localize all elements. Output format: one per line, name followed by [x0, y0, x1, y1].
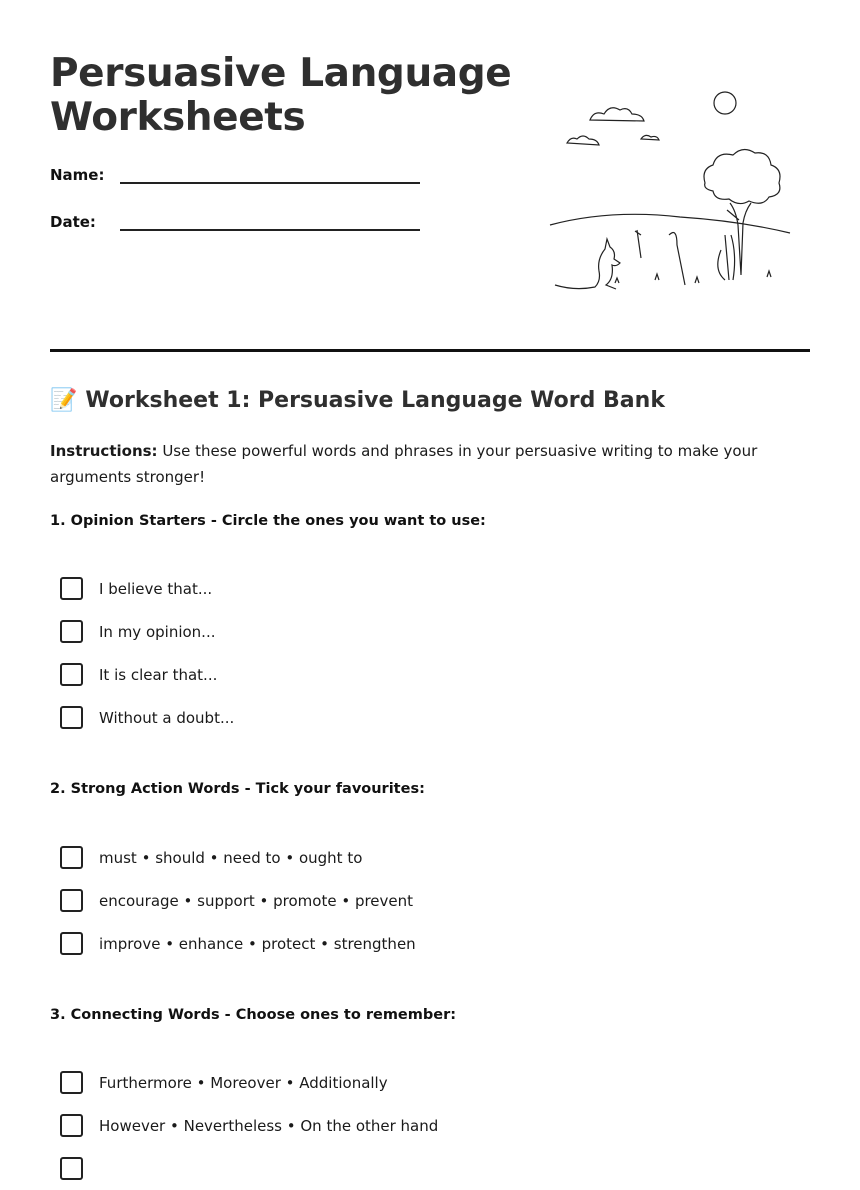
date-field	[50, 213, 420, 231]
checkbox[interactable]	[60, 620, 83, 643]
list-item	[60, 610, 234, 653]
kangaroo-icon	[555, 239, 620, 289]
cloud-icon-small	[567, 136, 599, 145]
checkbox[interactable]	[60, 706, 83, 729]
page-title-line2: Worksheets	[50, 95, 306, 140]
date-input-line[interactable]	[120, 217, 420, 231]
list-item	[60, 1104, 438, 1147]
tree-trunk	[727, 203, 751, 275]
checkbox[interactable]	[60, 889, 83, 912]
action-words-list	[60, 836, 416, 965]
cloud-icon	[590, 108, 644, 121]
worksheet-title	[50, 388, 665, 413]
date-label: Date:	[50, 213, 96, 231]
memo-icon: 📝	[50, 388, 78, 413]
hill-line	[550, 214, 790, 233]
section-heading-action-words: 2. Strong Action Words - Tick your favourites:	[50, 781, 425, 797]
checkbox[interactable]	[60, 846, 83, 869]
list-item	[60, 567, 234, 610]
outback-landscape-illustration	[545, 85, 795, 300]
list-item	[60, 836, 416, 879]
list-item-label: Without a doubt...	[99, 708, 235, 727]
list-item-label: In my opinion...	[99, 622, 216, 641]
sun-icon	[714, 92, 736, 114]
connecting-words-list	[60, 1061, 438, 1190]
list-item	[60, 922, 416, 965]
tree-canopy	[704, 149, 780, 203]
list-item-label: must • should • need to • ought to	[99, 848, 363, 867]
name-label: Name:	[50, 166, 105, 184]
checkbox[interactable]	[60, 577, 83, 600]
list-item	[60, 1147, 438, 1190]
section-divider	[50, 349, 810, 352]
checkbox[interactable]	[60, 1114, 83, 1137]
reed-icon-1	[635, 230, 641, 258]
grass-tufts	[615, 271, 771, 283]
list-item	[60, 653, 234, 696]
list-item-label: However • Nevertheless • On the other hand	[99, 1116, 439, 1135]
opinion-starters-list	[60, 567, 234, 739]
page-title	[50, 52, 511, 140]
cloud-icon-tiny	[641, 135, 659, 140]
section-heading-connecting-words: 3. Connecting Words - Choose ones to remember:	[50, 1007, 457, 1023]
checkbox[interactable]	[60, 932, 83, 955]
list-item-label: encourage • support • promote • prevent	[99, 891, 414, 910]
figure-icon	[718, 235, 735, 280]
checkbox[interactable]	[60, 663, 83, 686]
instructions-text: Use these powerful words and phrases in your persuasive writing to make your arguments stronger!	[50, 442, 758, 486]
name-field	[50, 166, 420, 184]
section-heading-opinion-starters: 1. Opinion Starters - Circle the ones you want to use:	[50, 513, 486, 529]
reed-icon-2	[669, 233, 685, 285]
instructions-label: Instructions:	[50, 442, 158, 460]
list-item-label: It is clear that...	[99, 665, 218, 684]
list-item-label: I believe that...	[99, 579, 213, 598]
checkbox[interactable]	[60, 1157, 83, 1180]
list-item	[60, 1061, 438, 1104]
instructions	[50, 438, 810, 490]
page-title-line1: Persuasive Language	[50, 51, 512, 96]
list-item	[60, 696, 234, 739]
list-item	[60, 879, 416, 922]
checkbox[interactable]	[60, 1071, 83, 1094]
name-input-line[interactable]	[120, 170, 420, 184]
list-item-label: improve • enhance • protect • strengthen	[99, 934, 416, 953]
worksheet-title-text: Worksheet 1: Persuasive Language Word Bank	[85, 388, 665, 413]
list-item-label: Furthermore • Moreover • Additionally	[99, 1073, 388, 1092]
